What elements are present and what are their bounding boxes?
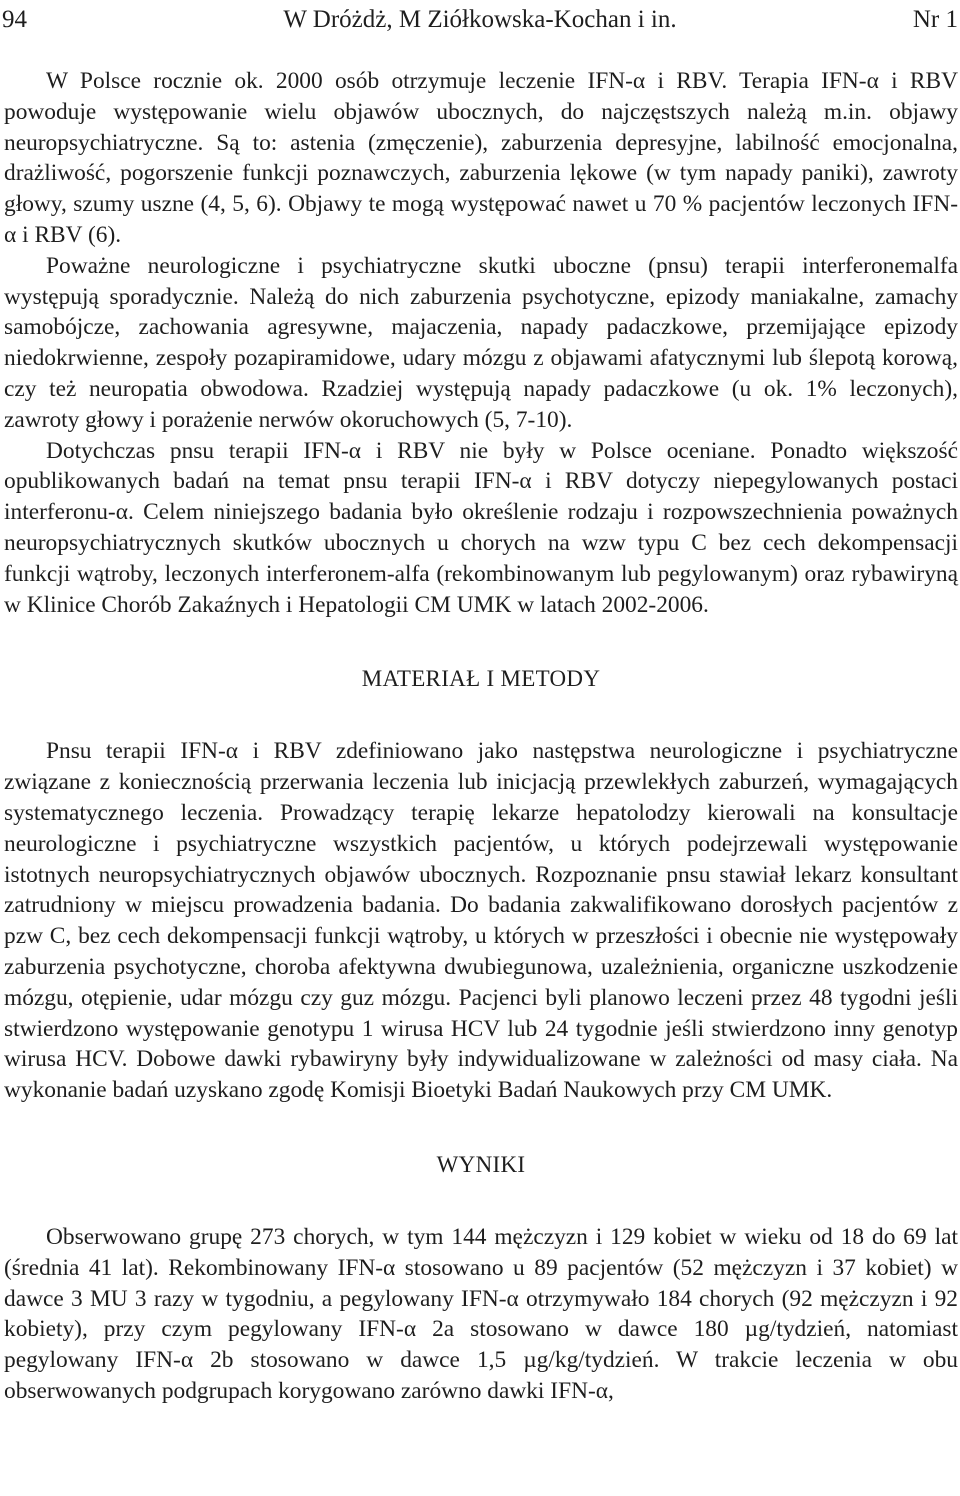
issue-number: Nr 1 [912,6,958,33]
intro-paragraph: Dotychczas pnsu terapii IFN-α i RBV nie były w Polsce oceniane. Ponadto większość opublikowanych badań na temat pnsu terapii IFN-α i RBV dotyczy niepegylowanych postaci interferonu-α. Celem niniejszego badania było określenie rodzaju i rozpowszechnienia poważnych neuropsychiatrycznych skutków ubocznych u chorych na wzw typu C bez cech dekompensacji funkcji wątroby, leczonych interferonem-alfa (rekombinowanym lub pegylowanym) oraz rybawiryną w Klinice Chorób Zakaźnych i Hepatologii CM UMK w latach 2002-2006. [4,437,958,618]
methods-paragraph: Pnsu terapii IFN-α i RBV zdefiniowano jako następstwa neurologiczne i psychiatryczne związane z koniecznością przerwania leczenia lub inicjacją przewlekłych zaburzeń, wymagających systematycznego leczenia. Prowadzący terapię lekarze hepatolodzy kierowali na konsultacje neurologiczne i psychiatryczne wszystkich pacjentów, u których podejrzewali występowanie istotnych neuropsychiatrycznych objawów ubocznych. Rozpoznanie pnsu stawiał lekarz konsultant zatrudniony w miejscu prowadzenia badania. Do badania zakwalifikowano dorosłych pacjentów z pzw C, bez cech dekompensacji funkcji wątroby, u których w przeszłości i obecnie nie występowały zaburzenia psychotyczne, choroba afektywna dwubiegunowa, uzależnienia, organiczne uszkodzenie mózgu, otępienie, udar mózgu czy guz mózgu. Pacjenci byli planowo leczeni przez 48 tygodni jeśli stwierdzono występowanie genotypu 1 wirusa HCV lub 24 tygodnie jeśli stwierdzono inny genotyp wirusa HCV. Dobowe dawki rybawiryny były indywidualizowane w zależności od masy ciała. Na wykonanie badań uzyskano zgodę Komisji Bioetyki Badań Naukowych przy CM UMK. [4,738,958,1104]
section-heading-results: WYNIKI [436,1151,526,1177]
running-title: W Dróżdż, M Ziółkowska-Kochan i in. [283,6,677,33]
page-number: 94 [2,6,27,33]
article-body [4,66,958,1407]
results-paragraph: Obserwowano grupę 273 chorych, w tym 144 mężczyzn i 129 kobiet w wieku od 18 do 69 lat (średnia 41 lat). Rekombinowany IFN-α stosowano u 89 pacjentów (52 mężczyzn i 37 kobiet) w dawce 3 MU 3 razy w tygodniu, a pegylowany IFN-α otrzymywało 184 chorych (92 mężczyzn i 92 kobiety), przy czym pegylowany IFN-α 2a stosowano w dawce 180 µg/tydzień, natomiast pegylowany IFN-α 2b stosowano w dawce 1,5 µg/kg/tydzień. W trakcie leczenia w obu obserwowanych podgrupach korygowano zarówno dawki IFN-α, [4,1223,958,1404]
section-heading-methods: MATERIAŁ I METODY [361,666,601,692]
intro-paragraph: Poważne neurologiczne i psychiatryczne skutki uboczne (pnsu) terapii interferonemalfa występują sporadycznie. Należą do nich zaburzenia psychotyczne, epizody maniakalne, zamachy samobójcze, zachowania agresywne, majaczenia, napady padaczkowe, przemijające epizody niedokrwienne, zespoły pozapiramidowe, udary mózgu z objawami afatycznymi lub ślepotą korową, czy też neuropatia obwodowa. Rzadziej występują napady padaczkowe (u ok. 1% leczonych), zawroty głowy i porażenie nerwów okoruchowych (5, 7-10). [4,252,958,433]
intro-paragraph: W Polsce rocznie ok. 2000 osób otrzymuje leczenie IFN-α i RBV. Terapia IFN-α i RBV powoduje występowanie wielu objawów ubocznych, do najczęstszych należą m.in. objawy neuropsychiatryczne. Są to: astenia (zmęczenie), zaburzenia depresyjne, labilność emocjonalna, drażliwość, pogorszenie funkcji poznawczych, zaburzenia lękowe (w tym napady paniki), zawroty głowy, szumy uszne (4, 5, 6). Objawy te mogą występować nawet u 70 % pacjentów leczonych IFN-α i RBV (6). [4,68,958,248]
page-header [0,0,960,40]
